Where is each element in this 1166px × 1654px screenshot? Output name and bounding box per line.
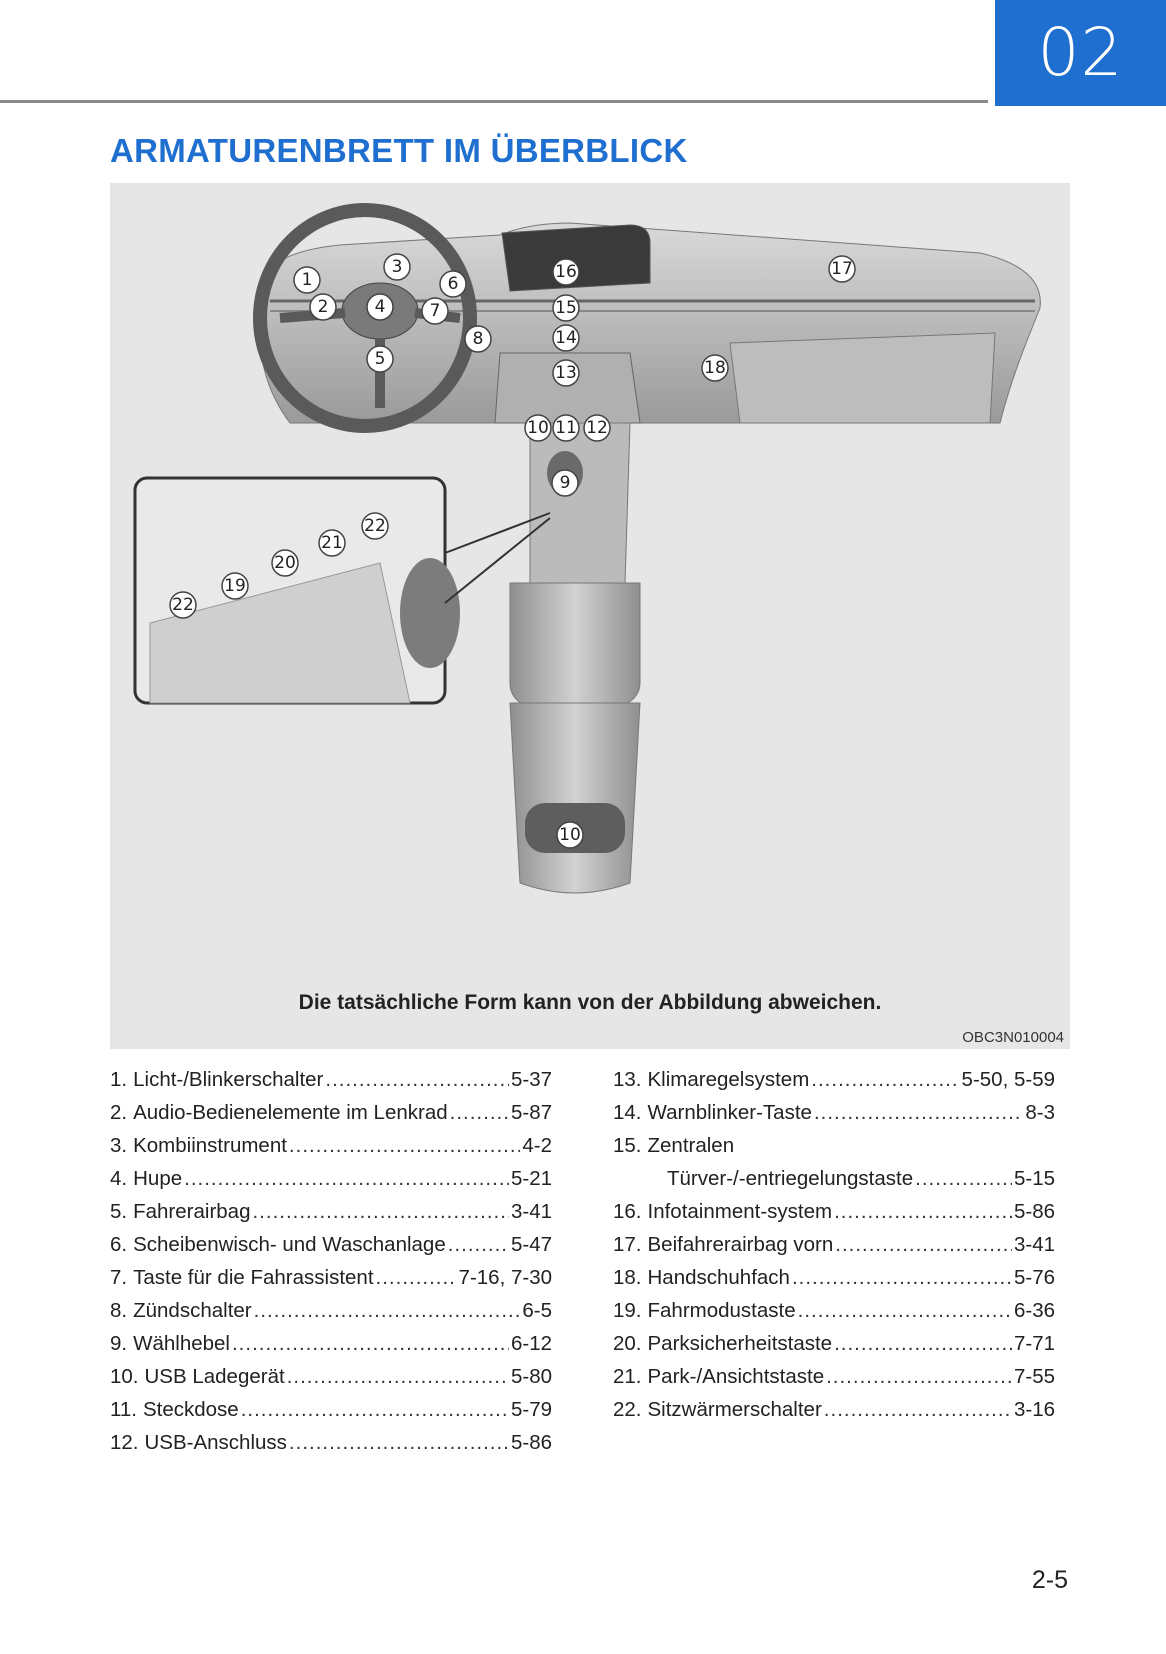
list-item: 8. Zündschalter ..... 6-5: [110, 1299, 552, 1332]
list-item: 15. Zentralen Türver-/-entriegelungstaste ..... 5-15: [613, 1134, 1055, 1200]
callout-8: [465, 326, 491, 352]
svg-text:17: 17: [831, 259, 853, 279]
callout-10: [525, 415, 551, 441]
figure-caption: Die tatsächliche Form kann von der Abbildung abweichen.: [298, 991, 882, 1014]
chapter-tab: 02: [995, 0, 1166, 106]
callout-22: [362, 513, 388, 539]
svg-text:21: 21: [321, 533, 343, 553]
svg-text:16: 16: [555, 262, 577, 282]
callout-3: [384, 254, 410, 280]
callout-16: [553, 259, 579, 285]
callout-19: [222, 573, 248, 599]
header-rule: [0, 100, 988, 103]
callout-12: [584, 415, 610, 441]
callout-11: [553, 415, 579, 441]
list-item: 1. Licht-/Blinkerschalter ..... 5-37: [110, 1068, 552, 1101]
list-item: 17. Beifahrerairbag vorn ..... 3-41: [613, 1233, 1055, 1266]
callout-13: [553, 360, 579, 386]
callout-4: [367, 294, 393, 320]
list-item: 16. Infotainment-system ..... 5-86: [613, 1200, 1055, 1233]
list-item: 6. Scheibenwisch- und Waschanlage ..... 5-47: [110, 1233, 552, 1266]
list-item: 2. Audio-Bedienelemente im Lenkrad ..... 5-87: [110, 1101, 552, 1134]
callout-21: [319, 530, 345, 556]
svg-text:12: 12: [586, 418, 608, 438]
dashboard-illustration: [110, 183, 1070, 1049]
list-item: 4. Hupe ..... 5-21: [110, 1167, 552, 1200]
svg-text:3: 3: [391, 257, 403, 277]
svg-text:19: 19: [224, 576, 246, 596]
svg-text:13: 13: [555, 363, 577, 383]
callout-22-left: [170, 592, 196, 618]
callout-9: [552, 470, 578, 496]
list-item: 13. Klimaregelsystem ..... 5-50, 5-59: [613, 1068, 1055, 1101]
callout-6: [440, 271, 466, 297]
list-item: 22. Sitzwärmerschalter ..... 3-16: [613, 1398, 1055, 1431]
center-console: [530, 423, 630, 583]
callout-17: [829, 256, 855, 282]
callout-20: [272, 550, 298, 576]
svg-text:14: 14: [555, 328, 577, 348]
svg-text:5: 5: [374, 349, 386, 369]
list-item: 11. Steckdose ..... 5-79: [110, 1398, 552, 1431]
svg-text:22: 22: [172, 595, 194, 615]
list-item: 18. Handschuhfach ..... 5-76: [613, 1266, 1055, 1299]
svg-text:11: 11: [555, 418, 577, 438]
list-item: 10. USB Ladegerät ..... 5-80: [110, 1365, 552, 1398]
dashboard-figure: [110, 183, 1070, 1049]
list-item: 3. Kombiinstrument ..... 4-2: [110, 1134, 552, 1167]
svg-text:9: 9: [559, 473, 571, 493]
callout-5: [367, 346, 393, 372]
page-title: ARMATURENBRETT IM ÜBERBLICK: [110, 132, 688, 169]
figure-code: OBC3N010004: [962, 1029, 1064, 1046]
list-item: 12. USB-Anschluss ..... 5-86: [110, 1431, 552, 1464]
callout-7: [422, 298, 448, 324]
svg-text:10: 10: [559, 825, 581, 845]
list-item: 19. Fahrmodustaste ..... 6-36: [613, 1299, 1055, 1332]
glove-box: [730, 333, 995, 423]
callout-10-lower: [557, 822, 583, 848]
svg-text:18: 18: [704, 358, 726, 378]
callout-15: [553, 295, 579, 321]
list-item: 21. Park-/Ansichtstaste ..... 7-55: [613, 1365, 1055, 1398]
svg-text:8: 8: [472, 329, 484, 349]
callout-1: [294, 267, 320, 293]
svg-text:15: 15: [555, 298, 577, 318]
svg-text:4: 4: [374, 297, 386, 317]
list-item: 5. Fahrerairbag ..... 3-41: [110, 1200, 552, 1233]
component-list-right: [613, 1068, 1055, 1431]
svg-text:22: 22: [364, 516, 386, 536]
component-list-left: [110, 1068, 552, 1464]
list-item: 20. Parksicherheitstaste ..... 7-71: [613, 1332, 1055, 1365]
callout-18: [702, 355, 728, 381]
page-number: 2-5: [1031, 1566, 1068, 1594]
svg-text:10: 10: [527, 418, 549, 438]
svg-text:20: 20: [274, 553, 296, 573]
svg-text:2: 2: [317, 297, 329, 317]
armrest: [510, 583, 640, 713]
svg-text:7: 7: [429, 301, 441, 321]
callout-14: [553, 325, 579, 351]
list-item: 9. Wählhebel ..... 6-12: [110, 1332, 552, 1365]
svg-text:1: 1: [301, 270, 313, 290]
callout-2: [310, 294, 336, 320]
list-item: 14. Warnblinker-Taste ..... 8-3: [613, 1101, 1055, 1134]
svg-text:6: 6: [447, 274, 459, 294]
list-item: 7. Taste für die Fahrassistent ..... 7-16, 7-30: [110, 1266, 552, 1299]
